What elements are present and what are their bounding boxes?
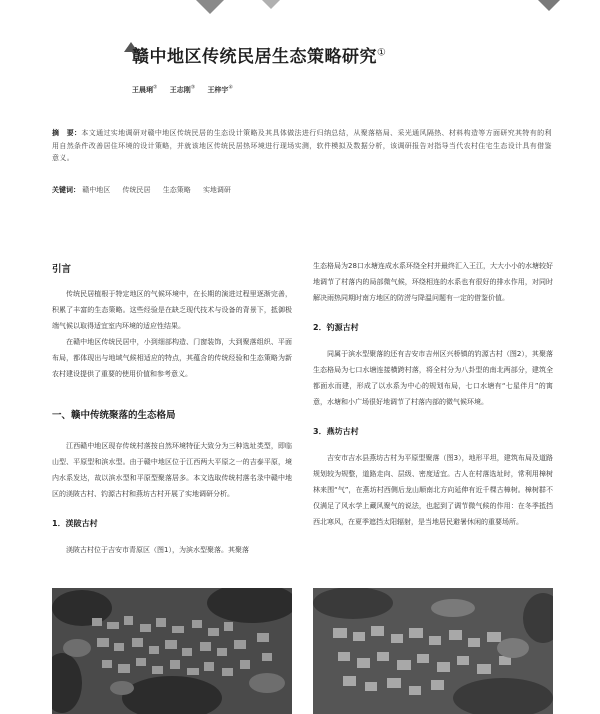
subsection-heading-1: 1．渼陂古村 (52, 519, 98, 528)
paragraph: 生态格局为28口水塘连成水系环绕全村并最终汇入王江，大大小小的水塘较好地调节了村落内的局部微气候，环绕相连的水系也有很好的排水作用，对同时解决雨热同期时南方地区的防涝与降温问题有一定的借鉴价值。 (313, 262, 553, 302)
article-title (132, 42, 386, 67)
paragraph: 在赣中地区传统民居中，小到细部构造、门窗装饰，大到聚落组织、平面布局，都体现出与地域气候相适应的特点，其蕴含的传统经验和生态策略为新农村建设提供了重要的使用价值和参考意义。 (52, 338, 292, 378)
keywords-label: 关键词： (52, 186, 80, 194)
paragraph: 吉安市吉水县燕坊古村为平原型聚落（图3），地形平坦，建筑布局及道路规划较为规整，道路走向、层级、密度适宜。古人在村落选址时，常利用樟树林来围“气”，在燕坊村西侧后龙山顺南北方向延伸有近千棵古樟树。樟树群不仅满足了风水学上藏风聚气的说法，也起到了调节微气候的作用：在冬季抵挡西北寒风，在夏季遮挡太阳辐射，是当地居民避暑休闲的重要场所。 (313, 454, 553, 526)
keyword: 生态策略 (162, 186, 191, 194)
right-column (313, 258, 553, 530)
author: 王志刚③ (169, 85, 196, 95)
subsection-heading-3: 3．燕坊古村 (313, 427, 359, 436)
keyword: 实地调研 (202, 186, 231, 194)
author: 王梓宇④ (207, 85, 233, 95)
keywords (52, 185, 552, 195)
paragraph: 传统民居植根于特定地区的气候环境中，在长期的演进过程里逐渐完善，积累了丰富的生态策略。这些经验是在缺乏现代技术与设备的背景下，抵御极端气候以取得适宜室内环境的适应性结果。 (52, 290, 292, 330)
keyword: 赣中地区 (82, 186, 111, 194)
decor-triangle (196, 0, 224, 14)
aerial-village-photo-icon (313, 588, 553, 714)
section-heading-intro: 引言 (52, 264, 72, 275)
abstract-text: 本文通过实地调研对赣中地区传统民居的生态设计策略及其具体做法进行归纳总结，从聚落格局、采光通风隔热、材料构造等方面研究其特有的利用自然条件改善居住环境的设计策略，并就该地区传统民居热环境进行现场实测，软件模拟及数据分析，该调研报告对指导当代农村住宅生态设计具有借鉴意义。 (52, 129, 552, 162)
abstract (52, 127, 552, 165)
paragraph: 同属于滨水型聚落的还有吉安市吉州区兴桥镇的钓源古村（图2），其聚落生态格局为七口水塘连接横跨村落，将全村分为八卦型的南北两部分，建筑全都面水而建，形成了以水系为中心的规划布局，七口水塘有“七星伴月”的寓意，水塘和小广场很好地调节了村落内部的微气候环境。 (313, 350, 553, 406)
paragraph: 渼陂古村位于吉安市青原区（图1），为滨水型聚落。其聚落 (66, 546, 249, 554)
decor-triangle (538, 0, 560, 11)
author-list (132, 85, 243, 95)
aerial-village-photo-icon (52, 588, 292, 714)
keyword: 传统民居 (122, 186, 151, 194)
figure-1-aerial-photo (52, 588, 292, 714)
left-column (52, 262, 292, 558)
title-footnote-mark: ① (377, 47, 387, 59)
author: 王晨琍② (132, 85, 158, 95)
article-title-text: 赣中地区传统民居生态策略研究 (132, 47, 377, 67)
paragraph: 江西赣中地区现存传统村落按自然环境特征大致分为三种选址类型，即临山型、平原型和滨水型。由于赣中地区位于江西两大平原之一的吉泰平原，境内水系发达，故以滨水型和平原型聚落居多。本文选取传统村落名录中赣中地区的渼陂古村、钓源古村和燕坊古村开展了实地调研分析。 (52, 442, 292, 498)
subsection-heading-2: 2．钓源古村 (313, 323, 359, 332)
decor-triangle (262, 0, 280, 9)
section-heading-1: 一、赣中传统聚落的生态格局 (52, 410, 176, 421)
figure-2-aerial-photo (313, 588, 553, 714)
abstract-label: 摘 要： (52, 129, 82, 137)
